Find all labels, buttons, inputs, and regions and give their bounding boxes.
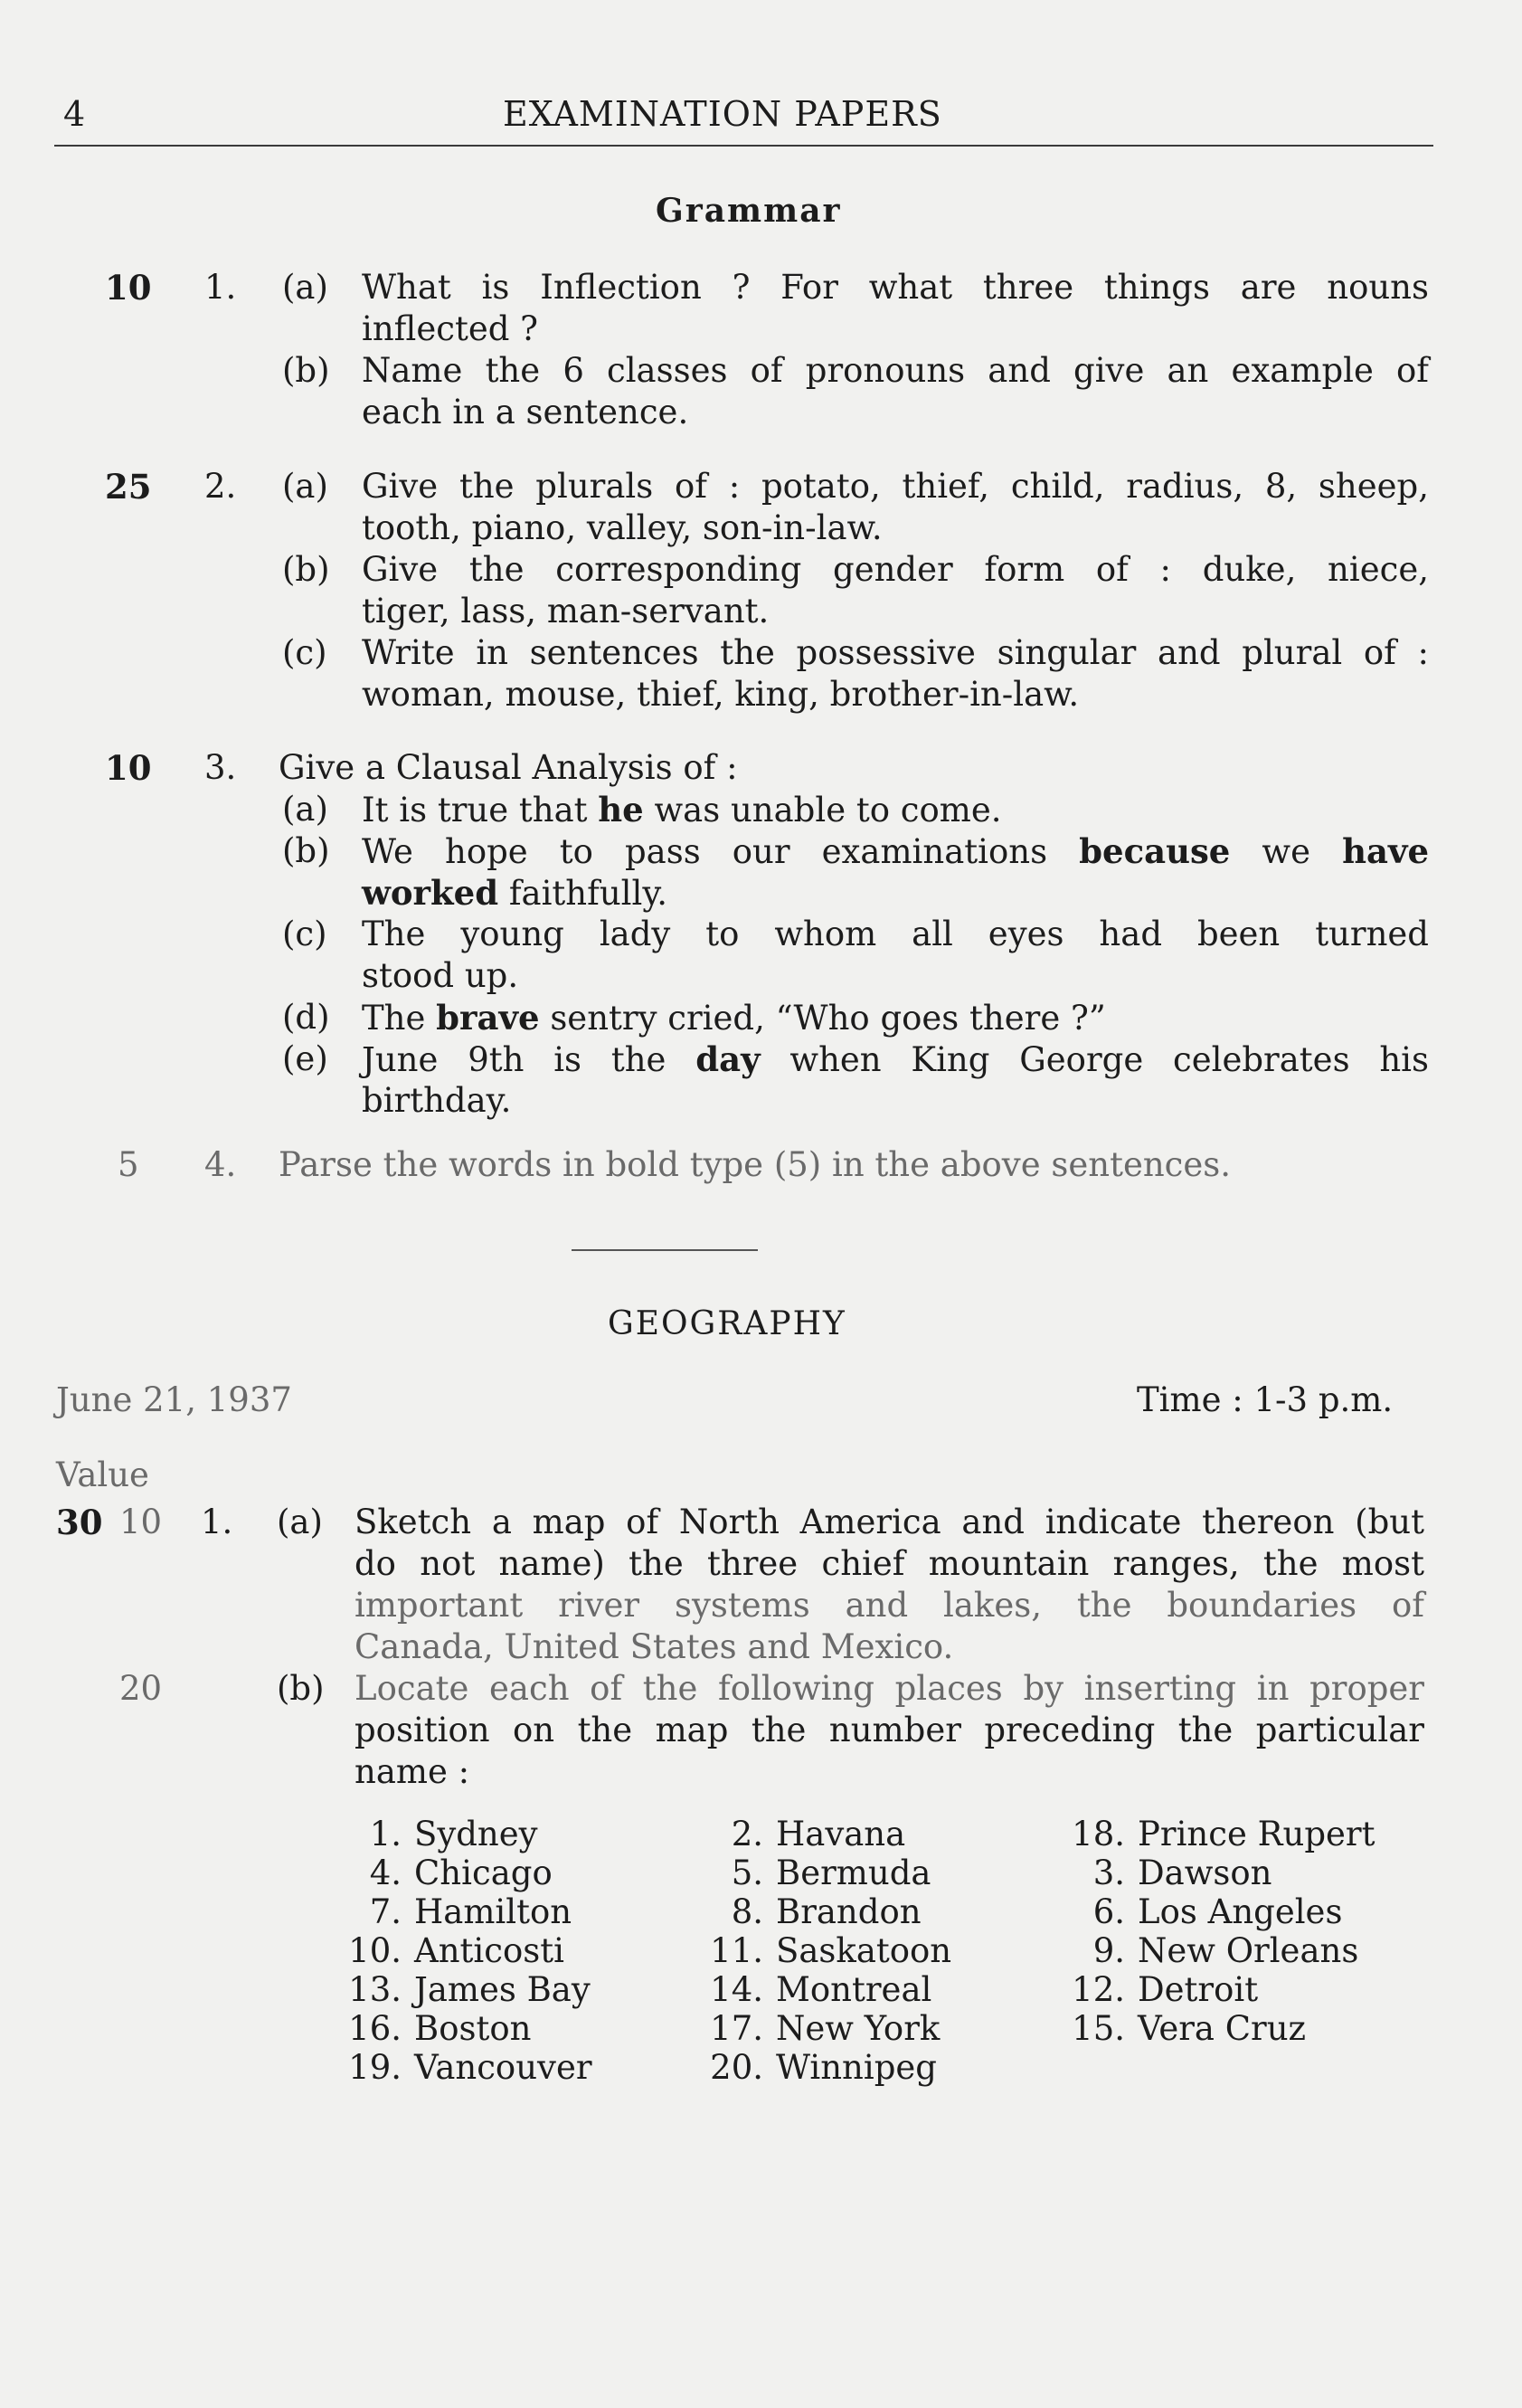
place-item	[344, 1931, 564, 1970]
place-name: Chicago	[414, 1853, 553, 1892]
place-name: Detroit	[1138, 1970, 1259, 2009]
place-item	[344, 1853, 553, 1892]
question-text: inflected ?	[362, 309, 539, 348]
place-item	[344, 2009, 531, 2048]
value-column-label: Value	[56, 1455, 149, 1494]
place-item	[344, 1892, 572, 1931]
sentence: stood up.	[362, 956, 519, 995]
place-name: New Orleans	[1138, 1931, 1359, 1970]
place-number: 4.	[369, 1853, 402, 1892]
place-item	[705, 2009, 940, 2048]
question-text: Canada, United States and Mexico.	[355, 1627, 954, 1666]
place-number: 11.	[710, 1931, 763, 1970]
part-label: (a)	[282, 268, 328, 307]
bold-word: brave	[436, 998, 540, 1038]
place-name: Bermuda	[776, 1853, 931, 1892]
place-name: Sydney	[414, 1815, 538, 1853]
running-header	[0, 94, 1522, 148]
question-text: Write in sentences the possessive singular and plural of :	[362, 633, 1429, 672]
question-value: 10	[119, 1503, 163, 1541]
place-item	[1067, 1931, 1358, 1970]
question-text: What is Inflection ? For what three things are nouns	[362, 268, 1429, 307]
place-item	[1067, 1970, 1258, 2009]
place-item	[705, 2048, 937, 2087]
exam-time: Time : 1-3 p.m.	[1137, 1380, 1394, 1419]
part-label: (b)	[282, 351, 330, 390]
question-value: 10	[105, 748, 152, 788]
place-name: Vera Cruz	[1138, 2009, 1307, 2048]
question-text: do not name) the three chief mountain ranges, the most	[355, 1544, 1424, 1583]
place-number: 13.	[348, 1970, 402, 2009]
place-name: Saskatoon	[776, 1931, 952, 1970]
place-name: Los Angeles	[1138, 1892, 1343, 1931]
section-separator	[572, 1249, 758, 1251]
question-number: 1.	[201, 1503, 233, 1541]
part-label: (a)	[277, 1503, 323, 1541]
question-number: 3.	[204, 748, 237, 787]
question-number: 2.	[204, 467, 237, 506]
question-value: 20	[119, 1669, 163, 1708]
place-number: 6.	[1092, 1892, 1125, 1931]
place-item	[344, 2048, 592, 2087]
part-label: (c)	[282, 915, 327, 953]
place-name: New York	[776, 2009, 941, 2048]
place-name: James Bay	[414, 1970, 591, 2009]
question-text: Give the plurals of : potato, thief, child, radius, 8, sheep,	[362, 467, 1429, 506]
place-name: Montreal	[776, 1970, 932, 2009]
question-text: tooth, piano, valley, son-in-law.	[362, 508, 883, 547]
place-number: 2.	[731, 1815, 763, 1853]
question-text: position on the map the number preceding the particular	[355, 1711, 1424, 1749]
question-text: Parse the words in bold type (5) in the above sentences.	[279, 1145, 1232, 1184]
part-label: (b)	[282, 550, 330, 589]
place-name: Winnipeg	[776, 2048, 937, 2087]
place-name: Anticosti	[414, 1931, 564, 1970]
question-text: Sketch a map of North America and indicate thereon (but	[355, 1503, 1424, 1541]
place-item	[705, 1815, 905, 1853]
place-name: Vancouver	[414, 2048, 592, 2087]
place-number: 7.	[369, 1892, 402, 1931]
place-number: 17.	[710, 2009, 763, 2048]
place-number: 18.	[1072, 1815, 1125, 1853]
place-item	[705, 1970, 931, 2009]
question-text: name :	[355, 1752, 470, 1791]
question-value: 5	[118, 1145, 139, 1184]
question-text: important river systems and lakes, the boundaries of	[355, 1586, 1424, 1625]
question-text: woman, mouse, thief, king, brother-in-law.	[362, 675, 1080, 714]
page-number: 4	[63, 94, 86, 134]
place-number: 14.	[710, 1970, 763, 2009]
place-item	[1067, 1892, 1342, 1931]
geography-title: GEOGRAPHY	[608, 1305, 846, 1342]
bold-word: have	[1342, 831, 1429, 871]
place-name: Prince Rupert	[1138, 1815, 1375, 1853]
sentence: It is true that he was unable to come.	[362, 790, 1002, 830]
place-number: 8.	[731, 1892, 763, 1931]
question-number: 1.	[204, 268, 237, 307]
sentence: The brave sentry cried, “Who goes there ?”	[362, 998, 1106, 1038]
bold-word: day	[695, 1039, 761, 1079]
sentence: We hope to pass our examinations because we have	[362, 831, 1429, 871]
place-number: 10.	[348, 1931, 402, 1970]
part-label: (d)	[282, 998, 330, 1037]
place-item	[1067, 1853, 1272, 1892]
question-value-total: 30	[56, 1503, 103, 1542]
grammar-title: Grammar	[656, 192, 842, 230]
question-text: Locate each of the following places by inserting in proper	[355, 1669, 1424, 1708]
part-label: (b)	[282, 831, 330, 870]
place-name: Havana	[776, 1815, 906, 1853]
place-item	[1067, 2048, 1138, 2087]
place-name: Brandon	[776, 1892, 922, 1931]
place-item	[1067, 1815, 1375, 1853]
header-rule	[54, 145, 1433, 147]
place-number: 16.	[348, 2009, 402, 2048]
question-value: 25	[105, 467, 152, 507]
place-number: 5.	[731, 1853, 763, 1892]
part-label: (a)	[282, 467, 328, 506]
place-number: 9.	[1092, 1931, 1125, 1970]
place-item	[705, 1892, 922, 1931]
place-name: Boston	[414, 2009, 532, 2048]
sentence: The young lady to whom all eyes had been turned	[362, 915, 1429, 953]
place-number: 1.	[369, 1815, 402, 1853]
bold-word: worked	[362, 873, 499, 913]
place-number: 15.	[1072, 2009, 1125, 2048]
place-name: Hamilton	[414, 1892, 572, 1931]
sentence: birthday.	[362, 1081, 512, 1120]
place-number: 19.	[348, 2048, 402, 2087]
place-item	[1067, 2009, 1306, 2048]
question-value: 10	[105, 268, 152, 308]
part-label: (c)	[282, 633, 327, 672]
question-text: Give the corresponding gender form of : duke, niece,	[362, 550, 1429, 589]
place-name: Dawson	[1138, 1853, 1272, 1892]
sentence: worked faithfully.	[362, 873, 668, 913]
question-text: tiger, lass, man-servant.	[362, 592, 770, 630]
bold-word: because	[1079, 831, 1231, 871]
question-number: 4.	[204, 1145, 237, 1184]
bold-word: he	[598, 790, 644, 830]
question-text: each in a sentence.	[362, 393, 689, 431]
question-stem: Give a Clausal Analysis of :	[279, 748, 738, 787]
place-item	[705, 1853, 931, 1892]
place-number: 12.	[1072, 1970, 1125, 2009]
place-number: 20.	[710, 2048, 763, 2087]
question-text: Name the 6 classes of pronouns and give an example of	[362, 351, 1429, 390]
place-item	[344, 1815, 538, 1853]
part-label: (a)	[282, 790, 328, 829]
place-item	[705, 1931, 951, 1970]
part-label: (b)	[277, 1669, 325, 1708]
sentence: June 9th is the day when King George celebrates his	[362, 1039, 1430, 1079]
place-number: 3.	[1092, 1853, 1125, 1892]
place-item	[344, 1970, 591, 2009]
running-title: EXAMINATION PAPERS	[503, 94, 942, 134]
exam-date: June 21, 1937	[56, 1380, 292, 1419]
part-label: (e)	[282, 1039, 328, 1078]
